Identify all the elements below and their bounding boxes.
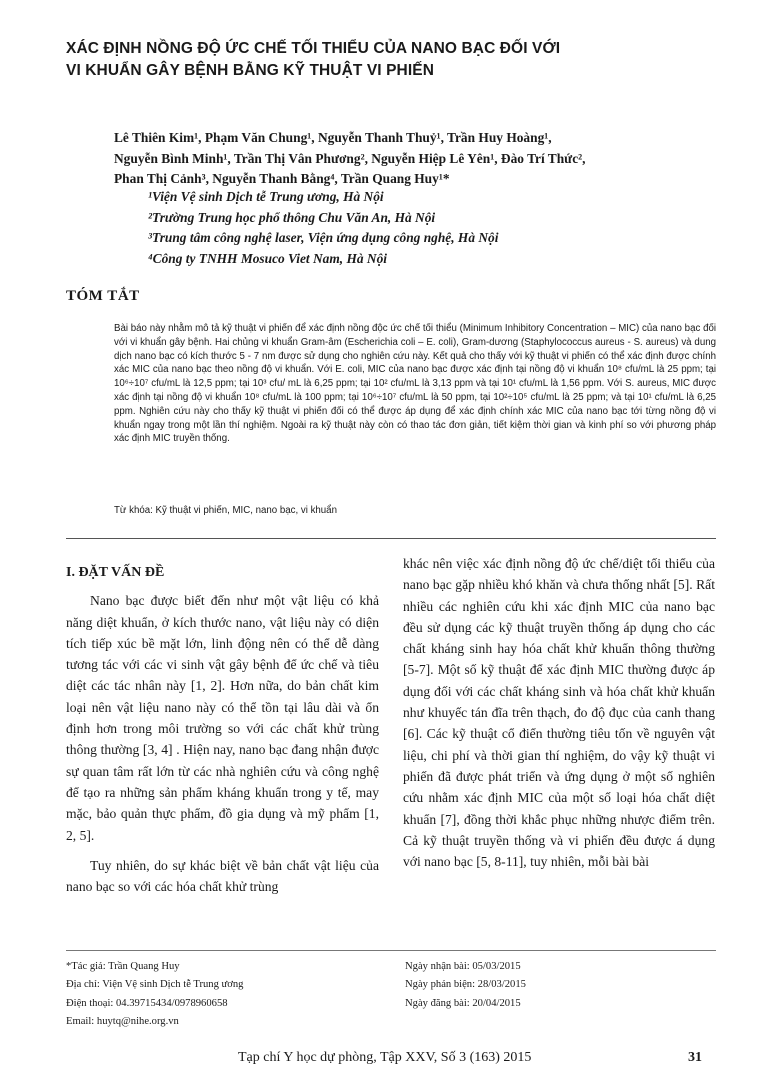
affiliation-3: ³Trung tâm công nghệ laser, Viện ứng dụng công nghệ, Hà Nội bbox=[148, 230, 499, 245]
abstract-heading: TÓM TẮT bbox=[66, 288, 140, 304]
authors-line-1: Lê Thiên Kim¹, Phạm Văn Chung¹, Nguyễn Thanh Thuỷ¹, Trần Huy Hoàng¹, bbox=[114, 130, 552, 145]
affiliation-list bbox=[148, 187, 708, 269]
author-email: Email: huytq@nihe.org.vn bbox=[66, 1016, 179, 1028]
date-published: Ngày đăng bài: 20/04/2015 bbox=[405, 997, 521, 1009]
paragraph-1: Nano bạc được biết đến như một vật liệu có khả năng diệt khuẩn, ở kích thước nano, vật liệu này có diện tích tiếp xúc bề mặt lớn, linh động nên có thể dễ dàng tương tác với các vi sinh vật gây bệnh để ức chế và tiêu diệt các tác nhân này [1, 2]. Hơn nữa, do bản chất kim loại nên vật liệu nano này có thể tồn tại lâu dài và ổn định hơn trong môi trường so với các chất khử trùng thông thường [3, 4] . Hiện nay, nano bạc đang nhận được sự quan tâm rất lớn từ các nhà nghiên cứu và công nghệ để tạo ra những sản phẩm kháng khuẩn trong y tế, may mặc, bảo quản thực phẩm, đồ gia dụng và mỹ phẩm [1, 2, 5]. bbox=[66, 593, 379, 843]
title-line-2: VI KHUẨN GÂY BỆNH BẰNG KỸ THUẬT VI PHIẾN bbox=[66, 62, 434, 79]
footnote-rule bbox=[66, 950, 716, 951]
correspondence-info bbox=[66, 958, 386, 1032]
left-column bbox=[66, 562, 379, 897]
date-received: Ngày nhận bài: 05/03/2015 bbox=[405, 961, 521, 972]
author-address: Địa chỉ: Viện Vệ sinh Dịch tễ Trung ương bbox=[66, 979, 244, 991]
paragraph-2: Tuy nhiên, do sự khác biệt về bản chất vật liệu của nano bạc so với các hóa chất khử trùng bbox=[66, 857, 379, 895]
title-line-1: XÁC ĐỊNH NỒNG ĐỘ ỨC CHẾ TỐI THIỂU CỦA NANO BẠC ĐỐI VỚI bbox=[66, 40, 561, 57]
authors-line-3: Phan Thị Cảnh³, Nguyễn Thanh Bằng⁴, Trần Quang Huy¹* bbox=[114, 171, 450, 186]
paragraph-3: khác nên việc xác định nồng độ ức chế/diệt tối thiểu của nano bạc gặp nhiều khó khăn và chưa thống nhất [5]. Rất nhiều các nghiên cứu khi xác định MIC của nano bạc đều sử dụng các kỹ thuật truyền thống áp dụng cho các chất kháng sinh hay hóa chất khử khuẩn thông thường [5-7]. Một số kỹ thuật để xác định MIC thường được áp dụng đối với các chất kháng sinh và hóa chất khử khuẩn như khuyếc tán đĩa trên thạch, đo độ đục của canh thang [6]. Các kỹ thuật cổ điển thường tiêu tốn về nguyên vật liệu, chi phí và thời gian thí nghiệm, do vậy kỹ thuật vi phiến đã được phát triển và ứng dụng ở một số nghiên cứu nhằm xác định MIC của một số loại hóa chất diệt khuẩn [7], đồng thời khắc phục những nhược điểm trên. Cả kỹ thuật truyền thống và vi phiến đều được á dụng với nano bạc [5, 8-11], tuy nhiên, mỗi bài bài bbox=[403, 556, 715, 870]
abstract-body bbox=[114, 322, 716, 446]
date-reviewed: Ngày phản biện: 28/03/2015 bbox=[405, 979, 526, 991]
article-title bbox=[66, 38, 726, 82]
section-divider bbox=[66, 538, 716, 539]
page-number: 31 bbox=[688, 1050, 702, 1065]
affiliation-1: ¹Viện Vệ sinh Dịch tễ Trung ương, Hà Nội bbox=[148, 189, 384, 204]
authors-line-2: Nguyễn Bình Minh¹, Trần Thị Vân Phương², Nguyễn Hiệp Lê Yên¹, Đào Trí Thức², bbox=[114, 150, 586, 166]
corresponding-author: *Tác giả: Trần Quang Huy bbox=[66, 961, 180, 972]
journal-citation: Tạp chí Y học dự phòng, Tập XXV, Số 3 (163) 2015 bbox=[238, 1050, 532, 1065]
affiliation-2: ²Trường Trung học phổ thông Chu Văn An, Hà Nội bbox=[148, 209, 436, 225]
affiliation-4: ⁴Công ty TNHH Mosuco Viet Nam, Hà Nội bbox=[148, 250, 388, 266]
right-column bbox=[403, 553, 715, 872]
section-heading: I. ĐẶT VẤN ĐỀ bbox=[66, 565, 165, 580]
article-dates bbox=[405, 958, 705, 1013]
keywords: Từ khóa: Kỹ thuật vi phiến, MIC, nano bạc, vi khuẩn bbox=[114, 505, 337, 516]
author-list bbox=[114, 128, 714, 190]
abstract-text: Bài báo này nhằm mô tả kỹ thuật vi phiến để xác định nồng độc ức chế tối thiểu (Minimum Inhibitory Concentration – MIC) của nano bạc đối với vi khuẩn gây bệnh. Hai chủng vi khuẩn Gram-âm (Escherichia coli – E. coli), Gram-dương (Staphylococcus aureus - S. aureus) và dung dịch nano bạc có kích thước 5 - 7 nm được sử dụng cho nghiên cứu này. Kết quả cho thấy với kỹ thuật vi phiến có thể xác định được chính xác MIC của nano bạc theo nồng độ vi khuẩn. Với E. coli, MIC của nano bạc được xác định tại nồng độ vi khuẩn 10⁸ cfu/mL là 25 ppm; tại 10⁶÷10⁷ cfu/mL là 12,5 ppm; tại 10³ cfu/ mL là 6,25 ppm; tại 10² cfu/mL là 3,13 ppm và tại 10¹ cfu/mL là 1,56 ppm. Với S. aureus, MIC được xác định tại nồng độ vi khuẩn 10⁸ cfu/mL là 100 ppm; tại 10⁶÷10⁷ cfu/mL là 50 ppm, tại 10²÷10⁵ cfu/mL là 25 ppm; và tại 10¹ cfu/mL là 6,25 ppm. Nghiên cứu này cho thấy kỹ thuật vi phiến đối có thể được áp dụng để xác định chính xác MIC của nano bạc tới từng nồng độ vi khuẩn ngay trong một lần thí nghiệm. Ngoài ra kỹ thuật này còn có thao tác đơn giản, tiết kiệm thời gian và kinh phí so với phương pháp xác định MIC truyền thống. bbox=[114, 323, 716, 445]
author-phone: Điện thoại: 04.39715434/0978960658 bbox=[66, 997, 228, 1009]
